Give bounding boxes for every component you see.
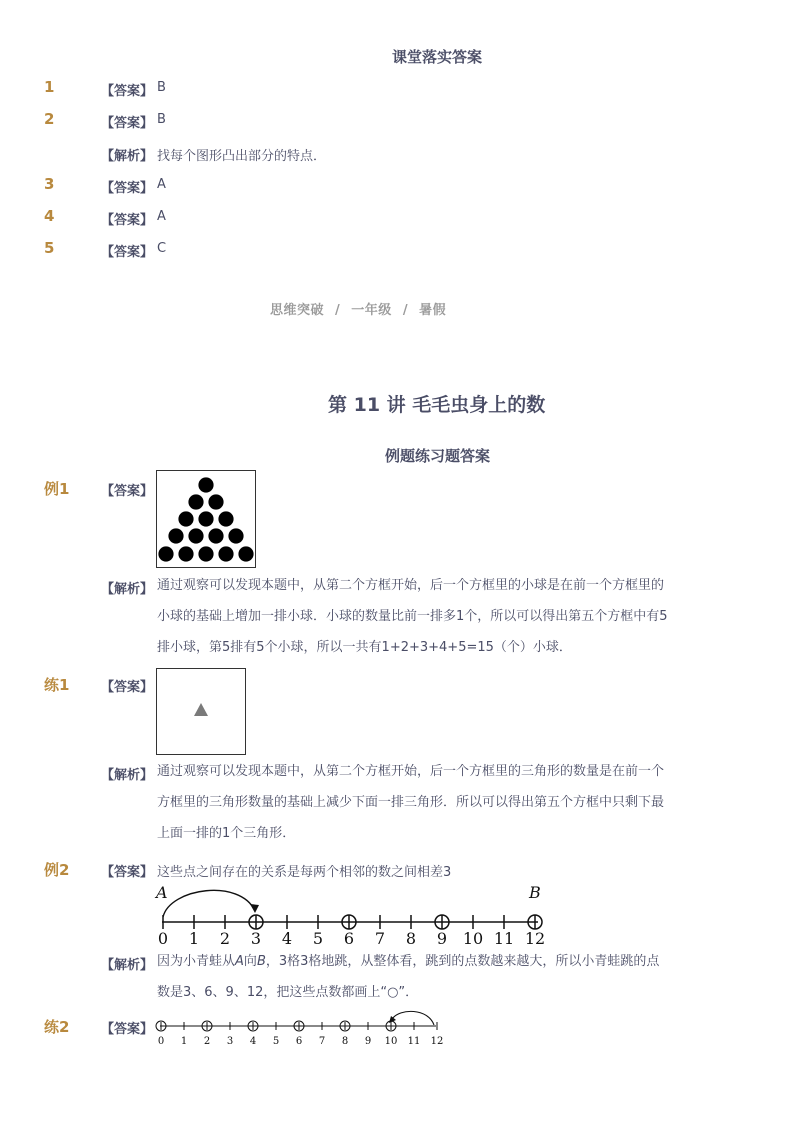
example-1-analysis-line-3: 排小球，第5排有5个小球，所以一共有1+2+3+4+5=15（个）小球．: [157, 640, 572, 655]
tick-label-2: 2: [219, 929, 231, 948]
example-2-answer-tag: 【答案】: [101, 865, 154, 880]
jump-arrowhead: [250, 904, 259, 913]
tick-label-4: 4: [281, 929, 293, 948]
tick-label-7: 7: [374, 929, 386, 948]
example-2-analysis-line-2: 数是3、6、9、12，把这些点数都画上“○”．: [157, 985, 419, 1000]
answer-tag-4: 【答案】: [101, 213, 154, 228]
analysis-point-a: A: [235, 954, 244, 969]
answer-value-4: A: [157, 209, 166, 224]
jump-arrowhead-backward: [389, 1016, 396, 1023]
example-1-analysis: [157, 570, 737, 663]
number-line-practice-2: [150, 1006, 450, 1048]
example-2-analysis: [157, 946, 737, 1008]
point-a-label: A: [156, 883, 168, 902]
practice-1-analysis: [157, 756, 737, 849]
tick-label-1: 1: [180, 1036, 188, 1047]
tick-label-11: 11: [493, 929, 515, 948]
tick-label-0: 0: [157, 1036, 165, 1047]
tick-label-9: 9: [364, 1036, 372, 1047]
analysis-text-part-1: 因为小青蛙从: [157, 954, 236, 969]
tick-label-0: 0: [157, 929, 169, 948]
answer-value-1: B: [157, 80, 166, 95]
tick-label-8: 8: [341, 1036, 349, 1047]
answer-number-5: 5: [44, 239, 55, 257]
tick-label-9: 9: [436, 929, 448, 948]
practice-1-analysis-line-1: 通过观察可以发现本题中，从第二个方框开始，后一个方框里的三角形的数量是在前一个: [157, 764, 665, 779]
example-2-answer: 这些点之间存在的关系是每两个相邻的数之间相差3: [157, 865, 452, 880]
example-2-analysis-tag: 【解析】: [101, 958, 154, 973]
example-1-number: 例1: [44, 480, 70, 498]
example-2-number: 例2: [44, 861, 70, 879]
point-b-label: B: [529, 883, 541, 902]
lecture-title: 第 11 讲 毛毛虫身上的数: [328, 394, 546, 416]
page-footer: 思维突破 / 一年级 / 暑假: [270, 303, 447, 318]
tick-label-5: 5: [272, 1036, 280, 1047]
section-title-class-answers: 课堂落实答案: [392, 48, 483, 66]
practice-2-number: 练2: [44, 1018, 70, 1036]
answer-number-1: 1: [44, 78, 55, 96]
example-2-analysis-line-1: [157, 946, 737, 977]
tick-label-2: 2: [203, 1036, 211, 1047]
practice-1-analysis-line-3: 上面一排的1个三角形．: [157, 826, 296, 841]
tick-label-10: 10: [462, 929, 484, 948]
ball-triangle-svg: [157, 471, 255, 567]
tick-label-1: 1: [188, 929, 200, 948]
jump-arc-backward: [392, 1011, 434, 1025]
tick-label-3: 3: [226, 1036, 234, 1047]
tick-label-10: 10: [384, 1036, 398, 1047]
practice-1-number: 练1: [44, 676, 70, 694]
tick-label-3: 3: [250, 929, 262, 948]
answer-value-3: A: [157, 177, 166, 192]
tick-label-7: 7: [318, 1036, 326, 1047]
tick-label-4: 4: [249, 1036, 257, 1047]
tick-label-6: 6: [343, 929, 355, 948]
practice-2-answer-tag: 【答案】: [101, 1022, 154, 1037]
answer-tag-2: 【答案】: [101, 116, 154, 131]
answer-value-5: C: [157, 241, 167, 256]
answer-tag-3: 【答案】: [101, 181, 154, 196]
triangle-figure: [156, 668, 246, 755]
practice-1-answer-tag: 【答案】: [101, 680, 154, 695]
number-line-example-2: [150, 880, 560, 950]
analysis-tag-2: 【解析】: [101, 149, 154, 164]
example-1-analysis-line-1: 通过观察可以发现本题中，从第二个方框开始，后一个方框里的小球是在前一个方框里的: [157, 578, 665, 593]
tick-label-5: 5: [312, 929, 324, 948]
analysis-text-part-3: ，3格3格地跳，从整体看，跳到的点数越来越大，所以小青蛙跳的点: [265, 954, 660, 969]
practice-1-analysis-tag: 【解析】: [101, 768, 154, 783]
tick-label-8: 8: [405, 929, 417, 948]
tick-label-11: 11: [407, 1036, 421, 1047]
analysis-text-2: 找每个图形凸出部分的特点．: [157, 149, 327, 164]
answer-tag-5: 【答案】: [101, 245, 154, 260]
tick-label-12: 12: [430, 1036, 444, 1047]
jump-arc: [163, 890, 255, 917]
example-1-analysis-line-2: 小球的基础上增加一排小球．小球的数量比前一排多1个，所以可以得出第五个方框中有5: [157, 609, 668, 624]
triangle-svg: [157, 669, 245, 754]
answer-number-4: 4: [44, 207, 55, 225]
tick-label-12: 12: [524, 929, 546, 948]
example-1-answer-tag: 【答案】: [101, 484, 154, 499]
answer-value-2: B: [157, 112, 166, 127]
answer-number-2: 2: [44, 110, 55, 128]
tick-label-6: 6: [295, 1036, 303, 1047]
example-1-analysis-tag: 【解析】: [101, 582, 154, 597]
ball-triangle-figure: [156, 470, 256, 568]
analysis-point-b: B: [256, 954, 266, 969]
answer-number-3: 3: [44, 175, 55, 193]
answer-tag-1: 【答案】: [101, 84, 154, 99]
analysis-text-part-2: 向: [243, 954, 257, 969]
section-title-example-answers: 例题练习题答案: [385, 447, 491, 465]
practice-1-analysis-line-2: 方框里的三角形数量的基础上减少下面一排三角形．所以可以得出第五个方框中只剩下最: [157, 795, 665, 810]
